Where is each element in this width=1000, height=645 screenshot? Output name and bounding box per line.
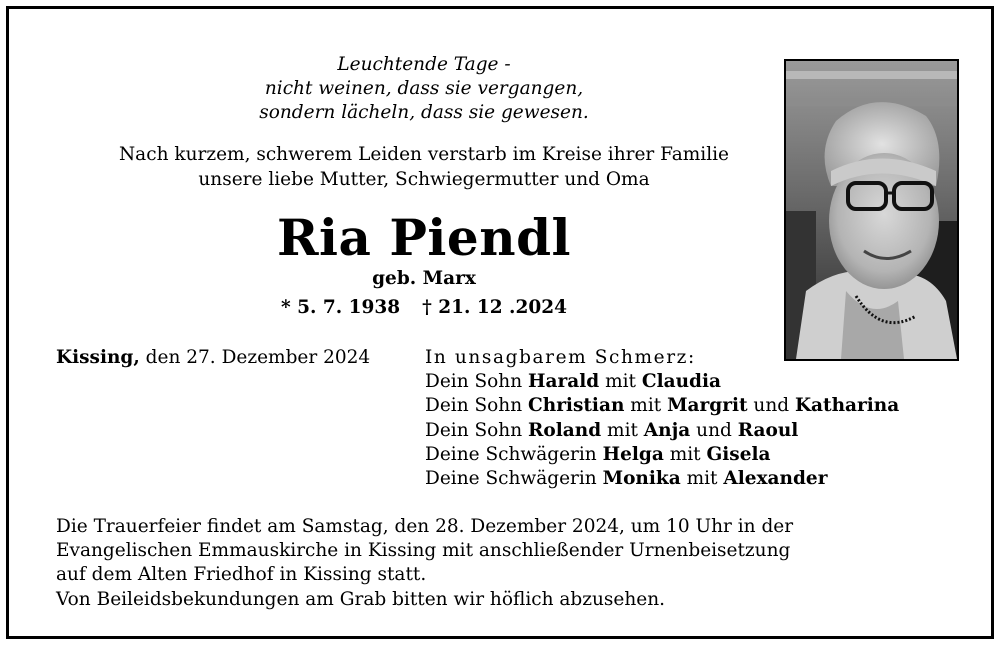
funeral-line: auf dem Alten Friedhof in Kissing statt.: [56, 564, 427, 586]
mourner-relation: Deine Schwägerin: [425, 468, 603, 490]
quote-line: Leuchtende Tage -: [337, 54, 511, 75]
mourner-name: Harald: [528, 371, 600, 393]
mourner-row: [425, 467, 899, 491]
place-name: Kissing,: [56, 347, 140, 368]
intro-line: unsere liebe Mutter, Schwiegermutter und Oma: [198, 169, 650, 190]
mourner-relation: mit: [624, 395, 668, 417]
mourner-name: Monika: [602, 468, 681, 490]
mourner-name: Gisela: [706, 443, 771, 465]
mourner-name: Raoul: [737, 419, 799, 441]
mourner-name: Katharina: [794, 395, 900, 417]
memorial-quote: [9, 53, 839, 125]
mourner-name: Roland: [528, 419, 602, 441]
mourner-row: [425, 370, 899, 394]
quote-line: nicht weinen, dass sie vergangen,: [264, 78, 584, 99]
mourner-relation: und: [747, 395, 795, 417]
quote-line: sondern lächeln, dass sie gewesen.: [259, 102, 589, 123]
mourner-relation: Dein Sohn: [425, 395, 529, 417]
funeral-line: Von Beileidsbekundungen am Grab bitten wir höflich abzusehen.: [56, 588, 666, 610]
death-announcement: [9, 142, 839, 192]
announcement-date: den 27. Dezember 2024: [139, 347, 371, 368]
mourner-row: [425, 419, 899, 443]
mourner-row: [425, 443, 899, 467]
mourner-row: [425, 394, 899, 418]
mourners-heading: In unsagbarem Schmerz:: [425, 347, 696, 368]
mourner-relation: mit: [663, 443, 707, 465]
mourner-relation: Dein Sohn: [425, 371, 529, 393]
mourner-relation: und: [690, 419, 738, 441]
mourner-relation: Dein Sohn: [425, 419, 529, 441]
death-date: † 21. 12 .2024: [422, 297, 567, 318]
mourner-name: Christian: [528, 395, 625, 417]
birth-name: geb. Marx: [372, 268, 476, 289]
mourner-relation: Deine Schwägerin: [425, 443, 603, 465]
funeral-line: Evangelischen Emmauskirche in Kissing mit anschließender Urnenbeisetzung: [56, 540, 791, 562]
deceased-name: Ria Piendl: [276, 208, 572, 267]
mourner-relation: mit: [599, 371, 642, 393]
birth-date: * 5. 7. 1938: [281, 297, 401, 318]
mourner-relation: mit: [680, 468, 724, 490]
mourner-name: Alexander: [723, 468, 828, 490]
mourners-list: [425, 346, 899, 491]
obituary-frame: [6, 6, 994, 639]
mourner-name: Claudia: [641, 371, 721, 393]
funeral-line: Die Trauerfeier findet am Samstag, den 28. Dezember 2024, um 10 Uhr in der: [56, 516, 794, 537]
life-dates: [9, 296, 839, 320]
place-and-date: [56, 346, 370, 370]
funeral-info: [56, 515, 936, 612]
portrait-photo-icon: [786, 61, 957, 359]
mourner-name: Anja: [643, 419, 691, 441]
mourner-relation: mit: [601, 419, 644, 441]
mourner-name: Helga: [602, 443, 664, 465]
intro-line: Nach kurzem, schwerem Leiden verstarb im Kreise ihrer Familie: [118, 144, 729, 165]
portrait-photo: [784, 59, 959, 361]
mourner-name: Margrit: [667, 395, 748, 417]
